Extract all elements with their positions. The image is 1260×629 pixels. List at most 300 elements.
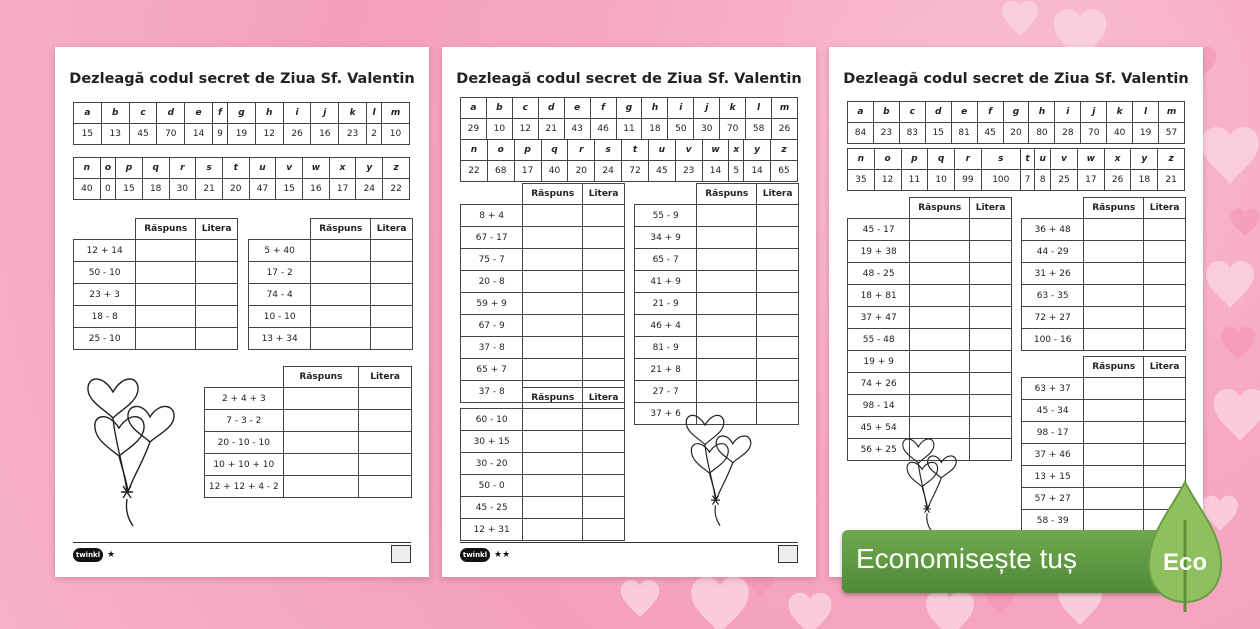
code-number: 7 (1020, 170, 1034, 191)
letter-cell[interactable] (371, 306, 413, 328)
letter-cell[interactable] (583, 497, 625, 519)
code-letter: u (648, 140, 675, 161)
raspuns-header: Răspuns (910, 198, 970, 219)
code-letter: q (928, 149, 955, 170)
exercise-expression: 45 - 17 (848, 219, 910, 241)
answer-cell[interactable] (1084, 510, 1144, 532)
answer-cell[interactable] (283, 432, 359, 454)
code-letter: c (899, 102, 925, 123)
code-letter: h (1029, 102, 1055, 123)
code-number: 40 (541, 161, 568, 182)
code-number: 99 (955, 170, 982, 191)
code-number: 17 (329, 179, 356, 200)
code-number: 30 (169, 179, 196, 200)
answer-cell[interactable] (136, 284, 196, 306)
letter-cell[interactable] (757, 337, 799, 359)
answer-cell[interactable] (283, 454, 359, 476)
code-table-n-z (847, 148, 1185, 191)
exercise-expression: 19 + 38 (848, 241, 910, 263)
code-number: 14 (702, 161, 729, 182)
code-letter: s (595, 140, 622, 161)
litera-header: Litera (970, 198, 1012, 219)
answer-cell[interactable] (910, 329, 970, 351)
letter-cell[interactable] (359, 432, 412, 454)
answer-cell[interactable] (523, 409, 583, 431)
code-number: 11 (616, 119, 642, 140)
exercise-expression: 37 - 8 (461, 381, 523, 403)
answer-cell[interactable] (136, 328, 196, 350)
letter-cell[interactable] (371, 262, 413, 284)
exercise-expression: 25 - 10 (74, 328, 136, 350)
exercise-expression: 20 - 8 (461, 271, 523, 293)
exercise-expression: 45 + 54 (848, 417, 910, 439)
table-row (848, 241, 1012, 263)
code-letter: w (702, 140, 729, 161)
answer-cell[interactable] (910, 219, 970, 241)
letter-cell[interactable] (970, 307, 1012, 329)
code-letter: d (925, 102, 951, 123)
exercise-expression: 45 - 34 (1022, 400, 1084, 422)
table-row (635, 205, 799, 227)
answer-cell[interactable] (283, 410, 359, 432)
exercise-expression: 59 + 9 (461, 293, 523, 315)
exercise-expression: 74 + 26 (848, 373, 910, 395)
code-number: 43 (564, 119, 590, 140)
table-row (74, 306, 238, 328)
answer-cell[interactable] (1084, 488, 1144, 510)
code-number: 81 (951, 123, 977, 144)
letter-cell[interactable] (583, 409, 625, 431)
litera-header: Litera (359, 367, 412, 388)
code-letter: x (329, 158, 356, 179)
letter-cell[interactable] (757, 249, 799, 271)
answer-cell[interactable] (523, 497, 583, 519)
answer-cell[interactable] (1084, 329, 1144, 351)
answer-cell[interactable] (910, 285, 970, 307)
letter-cell[interactable] (1144, 285, 1186, 307)
answer-cell[interactable] (1084, 307, 1144, 329)
exercise-expression: 67 - 9 (461, 315, 523, 337)
answer-cell[interactable] (1084, 219, 1144, 241)
letter-cell[interactable] (196, 262, 238, 284)
table-row (249, 328, 413, 350)
answer-cell[interactable] (910, 395, 970, 417)
code-letter: i (1055, 102, 1081, 123)
answer-cell[interactable] (523, 359, 583, 381)
exercise-expression: 12 + 14 (74, 240, 136, 262)
table-row (74, 328, 238, 350)
code-number: 23 (675, 161, 702, 182)
code-number: 40 (1107, 123, 1133, 144)
table-row (461, 293, 625, 315)
exercise-expression: 13 + 34 (249, 328, 311, 350)
table-row (848, 395, 1012, 417)
code-letter: l (746, 98, 772, 119)
code-table-n-z (73, 157, 410, 200)
table-row (249, 284, 413, 306)
litera-header: Litera (1144, 357, 1186, 378)
letter-cell[interactable] (583, 315, 625, 337)
exercise-expression: 30 - 20 (461, 453, 523, 475)
letter-cell[interactable] (970, 439, 1012, 461)
answer-cell[interactable] (523, 271, 583, 293)
letter-cell[interactable] (970, 395, 1012, 417)
exercise-expression: 41 + 9 (635, 271, 697, 293)
answer-cell[interactable] (1084, 263, 1144, 285)
exercise-header-row (1022, 357, 1186, 378)
answer-cell[interactable] (311, 328, 371, 350)
table-row (205, 410, 412, 432)
letter-cell[interactable] (196, 240, 238, 262)
answer-cell[interactable] (523, 475, 583, 497)
letter-cell[interactable] (757, 315, 799, 337)
exercise-header-row (461, 388, 625, 409)
letter-cell[interactable] (970, 373, 1012, 395)
answer-cell[interactable] (523, 337, 583, 359)
answer-cell[interactable] (910, 307, 970, 329)
code-number: 83 (899, 123, 925, 144)
letter-cell[interactable] (371, 240, 413, 262)
letter-cell[interactable] (757, 227, 799, 249)
twinkl-logo: twinkl (73, 548, 103, 562)
code-number: 2 (367, 124, 382, 145)
letter-cell[interactable] (583, 453, 625, 475)
letter-cell[interactable] (196, 306, 238, 328)
code-number: 45 (648, 161, 675, 182)
letter-cell[interactable] (583, 359, 625, 381)
letter-cell[interactable] (970, 329, 1012, 351)
raspuns-header: Răspuns (697, 184, 757, 205)
letter-cell[interactable] (970, 219, 1012, 241)
table-row (249, 306, 413, 328)
letter-cell[interactable] (970, 241, 1012, 263)
code-letter: s (196, 158, 223, 179)
answer-cell[interactable] (523, 227, 583, 249)
litera-header: Litera (757, 184, 799, 205)
eco-banner-label: Economisește tuș (856, 543, 1077, 574)
exercise-header-row (249, 219, 413, 240)
code-number: 12 (874, 170, 901, 191)
exercise-expression: 74 - 4 (249, 284, 311, 306)
letter-cell[interactable] (970, 285, 1012, 307)
code-letter: m (1159, 102, 1185, 123)
table-row (461, 409, 625, 431)
letter-cell[interactable] (1144, 307, 1186, 329)
answer-cell[interactable] (523, 293, 583, 315)
exercise-expression: 27 - 7 (635, 381, 697, 403)
answer-cell[interactable] (1084, 444, 1144, 466)
exercise-expression: 57 + 27 (1022, 488, 1084, 510)
footer-divider (73, 542, 411, 543)
code-letter: y (356, 158, 383, 179)
code-number: 26 (772, 119, 798, 140)
answer-cell[interactable] (523, 205, 583, 227)
code-letter: o (487, 140, 514, 161)
answer-cell[interactable] (311, 284, 371, 306)
answer-cell[interactable] (1084, 400, 1144, 422)
code-letter: m (772, 98, 798, 119)
answer-cell[interactable] (697, 337, 757, 359)
code-letter: q (541, 140, 568, 161)
answer-cell[interactable] (283, 476, 359, 498)
table-row (461, 227, 625, 249)
letter-cell[interactable] (583, 337, 625, 359)
answer-cell[interactable] (697, 293, 757, 315)
code-number: 9 (212, 124, 227, 145)
code-letter: z (770, 140, 797, 161)
code-number: 72 (622, 161, 649, 182)
answer-cell[interactable] (283, 388, 359, 410)
exercise-expression: 36 + 48 (1022, 219, 1084, 241)
code-letter: l (1133, 102, 1159, 123)
letter-cell[interactable] (583, 293, 625, 315)
letter-cell[interactable] (583, 519, 625, 541)
answer-cell[interactable] (1084, 422, 1144, 444)
exercise-expression: 45 - 25 (461, 497, 523, 519)
code-letter: h (642, 98, 668, 119)
exercise-expression: 13 + 15 (1022, 466, 1084, 488)
table-row (461, 271, 625, 293)
code-number: 16 (303, 179, 330, 200)
table-row (461, 475, 625, 497)
code-number: 14 (185, 124, 213, 145)
code-letter: k (1107, 102, 1133, 123)
answer-cell[interactable] (523, 431, 583, 453)
letter-cell[interactable] (970, 263, 1012, 285)
answer-cell[interactable] (1084, 285, 1144, 307)
exercise-expression: 10 - 10 (249, 306, 311, 328)
difficulty-stars: ★★ (494, 550, 511, 560)
answer-cell[interactable] (311, 262, 371, 284)
table-row (74, 240, 238, 262)
code-letter: u (1035, 149, 1051, 170)
litera-header: Litera (583, 184, 625, 205)
letter-cell[interactable] (583, 227, 625, 249)
table-row (461, 519, 625, 541)
code-letter: a (74, 103, 102, 124)
exercise-expression: 5 + 40 (249, 240, 311, 262)
table-row (1022, 307, 1186, 329)
code-letter: b (873, 102, 899, 123)
letter-cell[interactable] (196, 328, 238, 350)
letter-cell[interactable] (583, 249, 625, 271)
code-letter: t (1020, 149, 1034, 170)
answer-cell[interactable] (697, 315, 757, 337)
raspuns-header: Răspuns (283, 367, 359, 388)
code-letter: j (694, 98, 720, 119)
code-number: 57 (1159, 123, 1185, 144)
answer-cell[interactable] (910, 373, 970, 395)
letter-cell[interactable] (1144, 444, 1186, 466)
letter-cell[interactable] (757, 293, 799, 315)
answer-cell[interactable] (136, 306, 196, 328)
answer-cell[interactable] (523, 315, 583, 337)
answer-cell[interactable] (523, 519, 583, 541)
code-number: 15 (276, 179, 303, 200)
table-row (205, 476, 412, 498)
exercise-expression: 23 + 3 (74, 284, 136, 306)
code-number: 21 (1158, 170, 1185, 191)
answer-cell[interactable] (1084, 241, 1144, 263)
exercise-expression: 72 + 27 (1022, 307, 1084, 329)
code-number: 10 (382, 124, 410, 145)
code-number: 28 (1055, 123, 1081, 144)
code-letter: v (1051, 149, 1078, 170)
eco-ink-saving-banner (842, 530, 1184, 593)
table-row (461, 315, 625, 337)
code-number: 40 (74, 179, 101, 200)
code-number: 22 (461, 161, 488, 182)
code-letter: u (249, 158, 276, 179)
table-row (848, 373, 1012, 395)
answer-cell[interactable] (910, 263, 970, 285)
code-letter: i (668, 98, 694, 119)
letter-cell[interactable] (757, 359, 799, 381)
exercise-expression: 60 - 10 (461, 409, 523, 431)
code-letter: i (283, 103, 311, 124)
code-number: 29 (461, 119, 487, 140)
letter-cell[interactable] (757, 403, 799, 425)
code-letter: x (729, 140, 744, 161)
letter-cell[interactable] (757, 381, 799, 403)
code-number: 13 (101, 124, 129, 145)
answer-cell[interactable] (910, 351, 970, 373)
table-row (1022, 329, 1186, 351)
letter-cell[interactable] (583, 431, 625, 453)
letter-cell[interactable] (1144, 400, 1186, 422)
letter-cell[interactable] (970, 417, 1012, 439)
code-number: 15 (116, 179, 143, 200)
code-number: 100 (981, 170, 1020, 191)
answer-cell[interactable] (523, 249, 583, 271)
answer-cell[interactable] (910, 241, 970, 263)
letter-cell[interactable] (359, 454, 412, 476)
answer-cell[interactable] (697, 227, 757, 249)
code-number: 70 (720, 119, 746, 140)
letter-cell[interactable] (359, 476, 412, 498)
letter-cell[interactable] (371, 328, 413, 350)
code-number: 23 (873, 123, 899, 144)
code-number: 26 (1104, 170, 1131, 191)
answer-cell[interactable] (697, 249, 757, 271)
header-spacer (848, 198, 910, 219)
exercise-expression: 48 - 25 (848, 263, 910, 285)
answer-cell[interactable] (1084, 466, 1144, 488)
header-spacer (461, 388, 523, 409)
litera-header: Litera (583, 388, 625, 409)
code-number: 12 (512, 119, 538, 140)
answer-cell[interactable] (311, 306, 371, 328)
exercise-expression: 37 + 47 (848, 307, 910, 329)
code-letter: r (955, 149, 982, 170)
table-row (635, 359, 799, 381)
exercise-expression: 98 - 17 (1022, 422, 1084, 444)
table-row (635, 271, 799, 293)
exercise-expression: 37 + 6 (635, 403, 697, 425)
table-row (249, 240, 413, 262)
code-letter: d (538, 98, 564, 119)
code-table-a-m (73, 102, 410, 145)
raspuns-header: Răspuns (311, 219, 371, 240)
answer-cell[interactable] (697, 271, 757, 293)
header-spacer (635, 184, 697, 205)
header-spacer (1022, 198, 1084, 219)
exercise-header-row (74, 219, 238, 240)
answer-cell[interactable] (523, 453, 583, 475)
code-letter: c (512, 98, 538, 119)
answer-cell[interactable] (697, 205, 757, 227)
exercise-expression: 46 + 4 (635, 315, 697, 337)
letter-cell[interactable] (1144, 329, 1186, 351)
table-row (1022, 400, 1186, 422)
exercise-expression: 21 + 8 (635, 359, 697, 381)
code-letter: g (1003, 102, 1029, 123)
code-number: 20 (1003, 123, 1029, 144)
letter-cell[interactable] (371, 284, 413, 306)
code-letter: n (74, 158, 101, 179)
code-number: 18 (1131, 170, 1158, 191)
letter-cell[interactable] (970, 351, 1012, 373)
letter-cell[interactable] (1144, 263, 1186, 285)
exercise-expression: 2 + 4 + 3 (205, 388, 284, 410)
letter-cell[interactable] (583, 205, 625, 227)
table-row (249, 262, 413, 284)
letter-cell[interactable] (359, 388, 412, 410)
code-letter: g (228, 103, 256, 124)
exercise-table (248, 218, 413, 350)
code-number: 19 (228, 124, 256, 145)
letter-cell[interactable] (1144, 241, 1186, 263)
exercise-header-row (1022, 198, 1186, 219)
letter-cell[interactable] (583, 475, 625, 497)
code-number: 0 (100, 179, 115, 200)
code-letter: x (1104, 149, 1131, 170)
code-letter: y (1131, 149, 1158, 170)
eco-leaf-icon (1143, 480, 1227, 615)
letter-cell[interactable] (1144, 219, 1186, 241)
code-number: 10 (928, 170, 955, 191)
table-row (461, 497, 625, 519)
answer-cell[interactable] (136, 262, 196, 284)
footer-divider (460, 542, 798, 543)
code-table-a-m (460, 97, 798, 140)
exercise-expression: 65 - 7 (635, 249, 697, 271)
answer-cell[interactable] (697, 359, 757, 381)
letter-cell[interactable] (1144, 378, 1186, 400)
letter-cell[interactable] (196, 284, 238, 306)
litera-header: Litera (196, 219, 238, 240)
difficulty-stars: ★ (107, 550, 116, 560)
exercise-expression: 67 - 17 (461, 227, 523, 249)
letter-cell[interactable] (757, 205, 799, 227)
letter-cell[interactable] (583, 271, 625, 293)
exercise-expression: 37 + 46 (1022, 444, 1084, 466)
table-row (1022, 285, 1186, 307)
letter-cell[interactable] (1144, 422, 1186, 444)
code-number: 68 (487, 161, 514, 182)
answer-cell[interactable] (1084, 378, 1144, 400)
answer-cell[interactable] (311, 240, 371, 262)
letter-cell[interactable] (757, 271, 799, 293)
exercise-expression: 58 - 39 (1022, 510, 1084, 532)
exercise-table (1021, 197, 1186, 351)
answer-cell[interactable] (136, 240, 196, 262)
exercise-table (460, 183, 625, 403)
letter-cell[interactable] (359, 410, 412, 432)
exercise-expression: 31 + 26 (1022, 263, 1084, 285)
table-row (1022, 263, 1186, 285)
code-number: 26 (283, 124, 311, 145)
